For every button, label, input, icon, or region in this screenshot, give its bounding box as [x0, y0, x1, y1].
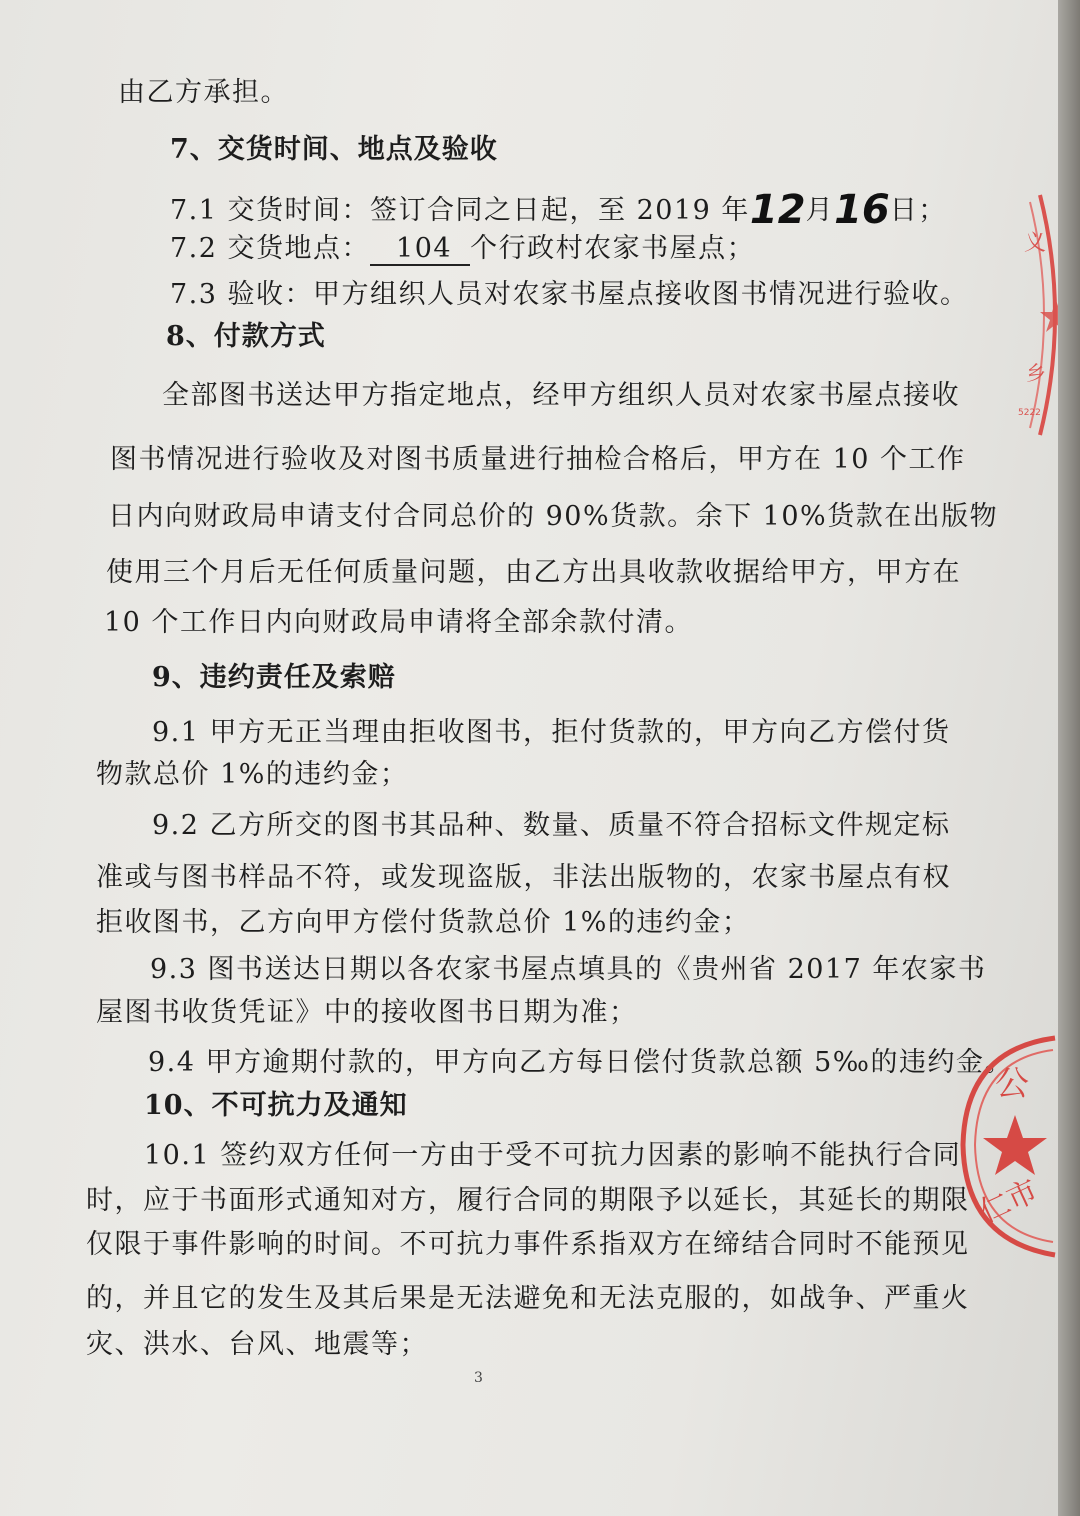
handwritten-day: 16	[834, 187, 890, 233]
village-count: 104	[370, 233, 470, 266]
text-line-acceptance: 7.3 验收：甲方组织人员对农家书屋点接收图书情况进行验收。	[170, 279, 969, 310]
svg-text:仁市: 仁市	[974, 1173, 1044, 1231]
heading-payment: 8、付款方式	[166, 321, 326, 352]
day-label: 日；	[889, 195, 947, 226]
text-line-liability-4: 准或与图书样品不符，或发现盗版，非法出版物的，农家书屋点有权	[96, 862, 951, 893]
handwritten-month: 12	[749, 187, 806, 233]
text-line-payment-2: 图书情况进行验收及对图书质量进行抽检合格后，甲方在 10 个工作	[110, 444, 966, 475]
text-line-force-2: 时，应于书面形式通知对方，履行合同的期限予以延长，其延长的期限	[86, 1185, 970, 1216]
delivery-place-suffix: 个行政村农家书屋点；	[470, 233, 756, 264]
page-number: 3	[474, 1370, 483, 1386]
text-line-delivery-place	[170, 226, 755, 266]
text-line-liability-1: 9.1 甲方无正当理由拒收图书，拒付货款的，甲方向乙方偿付货	[152, 717, 951, 748]
text-line-force-3: 仅限于事件影响的时间。不可抗力事件系指双方在缔结合同时不能预见	[86, 1229, 970, 1260]
text-line-liability-8: 9.4 甲方逾期付款的，甲方向乙方每日偿付货款总额 5‰的违约金。	[148, 1047, 1014, 1078]
svg-text:义: 义	[1024, 231, 1047, 256]
text-line-payment-5: 10 个工作日内向财政局申请将全部余款付清。	[104, 607, 693, 638]
text-line-liability-2: 物款总价 1%的违约金；	[96, 759, 409, 790]
text-line-force-1: 10.1 签约双方任何一方由于受不可抗力因素的影响不能执行合同	[144, 1140, 962, 1171]
svg-text:5222: 5222	[1018, 408, 1041, 418]
text-line-liability-3: 9.2 乙方所交的图书其品种、数量、质量不符合招标文件规定标	[152, 810, 951, 841]
text-line-force-5: 灾、洪水、台风、地震等；	[86, 1329, 428, 1360]
text-line-delivery-time	[170, 183, 947, 233]
text-line-liability-5: 拒收图书，乙方向甲方偿付货款总价 1%的违约金；	[96, 907, 751, 938]
delivery-place-prefix: 7.2 交货地点：	[170, 233, 371, 264]
text-line-force-4: 的，并且它的发生及其后果是无法避免和无法克服的，如战争、严重火	[86, 1283, 970, 1314]
delivery-time-prefix: 7.1 交货时间：签订合同之日起，至 2019 年	[170, 195, 750, 226]
svg-text:公: 公	[995, 1064, 1029, 1104]
text-line-liability-7: 屋图书收货凭证》中的接收图书日期为准；	[96, 997, 638, 1028]
text-line-1: 由乙方承担。	[118, 77, 289, 108]
heading-delivery: 7、交货时间、地点及验收	[170, 134, 498, 165]
month-label: 月	[805, 195, 835, 226]
heading-force-majeure: 10、不可抗力及通知	[144, 1090, 408, 1121]
red-seal-bottom-fragment	[955, 1030, 1058, 1260]
svg-text:乡: 乡	[1026, 361, 1046, 385]
text-line-liability-6: 9.3 图书送达日期以各农家书屋点填具的《贵州省 2017 年农家书	[150, 954, 987, 985]
text-line-payment-4: 使用三个月后无任何质量问题，由乙方出具收款收据给甲方，甲方在	[106, 557, 961, 588]
paper-edge-shadow	[1058, 0, 1080, 1516]
heading-liability: 9、违约责任及索赔	[152, 662, 396, 693]
text-line-payment-1: 全部图书送达甲方指定地点，经甲方组织人员对农家书屋点接收	[162, 380, 960, 411]
red-seal-top-fragment	[1000, 190, 1058, 440]
text-line-payment-3: 日内向财政局申请支付合同总价的 90%货款。余下 10%货款在出版物	[108, 501, 999, 532]
